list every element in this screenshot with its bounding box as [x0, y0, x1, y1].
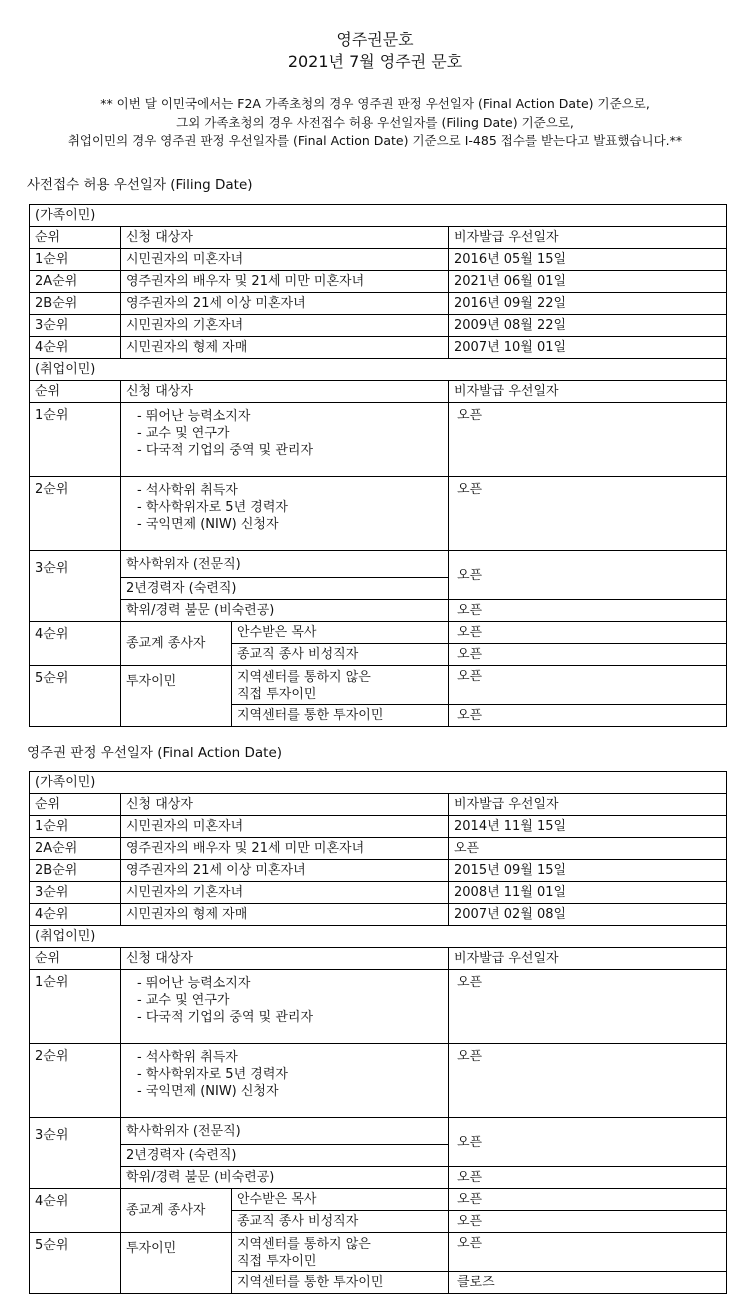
section-heading-filing-date: 사전접수 허용 우선일자 (Filing Date)	[27, 177, 253, 193]
table-row	[30, 1118, 727, 1145]
table-row	[30, 551, 727, 578]
list-item: - 국익면제 (NIW) 신청자	[137, 1084, 279, 1099]
date-cell: 오픈	[449, 403, 727, 477]
date-cell: 오픈	[449, 1189, 727, 1211]
list-item: - 국익면제 (NIW) 신청자	[137, 517, 279, 532]
group-cell: 종교계 종사자	[121, 622, 232, 666]
table-row	[30, 904, 727, 926]
applicant-cell: 시민권자의 미혼자녀	[121, 816, 449, 838]
table-row	[30, 860, 727, 882]
table-row	[30, 600, 727, 622]
employment-header-row	[30, 381, 727, 403]
table-row	[30, 403, 727, 477]
col-header-rank: 순위	[30, 948, 121, 970]
page-title: 영주권문호	[336, 30, 414, 49]
rank-cell: 2A순위	[30, 271, 121, 293]
applicant-cell	[232, 666, 449, 705]
col-header-rank: 순위	[30, 794, 121, 816]
date-cell: 오픈	[449, 477, 727, 551]
applicant-cell: 학사학위자 (전문직)	[121, 1118, 449, 1145]
list-item: - 뛰어난 능력소지자	[137, 409, 251, 424]
family-header-row	[30, 227, 727, 249]
date-cell: 2007년 10월 01일	[449, 337, 727, 359]
section-heading-final-action-date: 영주권 판정 우선일자 (Final Action Date)	[27, 745, 283, 761]
table-row	[30, 1189, 727, 1211]
date-cell: 오픈	[449, 622, 727, 644]
family-group-row	[30, 772, 727, 794]
col-header-applicant: 신청 대상자	[121, 381, 449, 403]
rank-cell: 4순위	[30, 904, 121, 926]
table-row	[30, 1233, 727, 1272]
rank-cell: 1순위	[30, 249, 121, 271]
family-group-label: (가족이민)	[30, 205, 727, 227]
family-group-row	[30, 205, 727, 227]
col-header-applicant: 신청 대상자	[121, 227, 449, 249]
list-item: - 다국적 기업의 중역 및 관리자	[137, 1010, 314, 1025]
filing-date-table	[29, 204, 727, 727]
applicant-cell: 학위/경력 불문 (비숙련공)	[121, 1167, 449, 1189]
table-row	[30, 271, 727, 293]
family-group-label: (가족이민)	[30, 772, 727, 794]
rank-cell: 4순위	[30, 337, 121, 359]
rank-cell: 3순위	[30, 882, 121, 904]
date-cell: 2021년 06월 01일	[449, 271, 727, 293]
applicant-cell: 영주권자의 배우자 및 21세 미만 미혼자녀	[121, 271, 449, 293]
list-item: - 석사학위 취득자	[137, 1050, 238, 1065]
applicant-list-cell	[121, 403, 449, 477]
col-header-rank: 순위	[30, 381, 121, 403]
applicant-line: 직접 투자이민	[237, 1254, 317, 1269]
rank-cell: 5순위	[30, 1233, 121, 1294]
date-cell: 오픈	[449, 1044, 727, 1118]
date-cell: 오픈	[449, 600, 727, 622]
date-cell: 2009년 08월 22일	[449, 315, 727, 337]
applicant-list-cell	[121, 477, 449, 551]
date-cell: 오픈	[449, 838, 727, 860]
rank-cell: 1순위	[30, 970, 121, 1044]
table-row	[30, 970, 727, 1044]
date-cell: 오픈	[449, 1167, 727, 1189]
rank-cell: 2순위	[30, 477, 121, 551]
group-cell: 투자이민	[121, 666, 232, 727]
applicant-cell: 안수받은 목사	[232, 622, 449, 644]
date-cell: 오픈	[449, 705, 727, 727]
table-row	[30, 882, 727, 904]
table-row	[30, 337, 727, 359]
table-row	[30, 477, 727, 551]
table-row	[30, 1167, 727, 1189]
col-header-date: 비자발급 우선일자	[449, 794, 727, 816]
applicant-cell: 안수받은 목사	[232, 1189, 449, 1211]
employment-group-row	[30, 359, 727, 381]
applicant-list-cell	[121, 1044, 449, 1118]
applicant-line: 지역센터를 통하지 않은	[237, 670, 371, 685]
rank-cell: 1순위	[30, 403, 121, 477]
applicant-cell: 종교직 종사 비성직자	[232, 1211, 449, 1233]
table-row	[30, 622, 727, 644]
rank-cell: 3순위	[30, 1118, 121, 1189]
date-cell: 오픈	[449, 1118, 727, 1167]
col-header-date: 비자발급 우선일자	[449, 948, 727, 970]
group-cell: 종교계 종사자	[121, 1189, 232, 1233]
col-header-applicant: 신청 대상자	[121, 794, 449, 816]
table-row	[30, 816, 727, 838]
applicant-cell: 시민권자의 형제 자매	[121, 337, 449, 359]
employment-header-row	[30, 948, 727, 970]
employment-group-label: (취업이민)	[30, 359, 727, 381]
date-cell: 2014년 11월 15일	[449, 816, 727, 838]
applicant-cell: 시민권자의 기혼자녀	[121, 882, 449, 904]
date-cell: 클로즈	[449, 1272, 727, 1294]
list-item: - 학사학위자로 5년 경력자	[137, 500, 288, 515]
col-header-rank: 순위	[30, 227, 121, 249]
table-row	[30, 249, 727, 271]
list-item: - 교수 및 연구가	[137, 993, 230, 1008]
date-cell: 오픈	[449, 644, 727, 666]
rank-cell: 2순위	[30, 1044, 121, 1118]
applicant-cell: 영주권자의 21세 이상 미혼자녀	[121, 860, 449, 882]
rank-cell: 3순위	[30, 315, 121, 337]
applicant-cell: 영주권자의 21세 이상 미혼자녀	[121, 293, 449, 315]
table-row	[30, 293, 727, 315]
rank-cell: 2B순위	[30, 293, 121, 315]
date-cell: 2016년 05월 15일	[449, 249, 727, 271]
date-cell: 2016년 09월 22일	[449, 293, 727, 315]
list-item: - 학사학위자로 5년 경력자	[137, 1067, 288, 1082]
rank-cell: 4순위	[30, 1189, 121, 1233]
applicant-line: 지역센터를 통하지 않은	[237, 1237, 371, 1252]
applicant-cell: 학사학위자 (전문직)	[121, 551, 449, 578]
col-header-date: 비자발급 우선일자	[449, 227, 727, 249]
table-row	[30, 1044, 727, 1118]
rank-cell: 5순위	[30, 666, 121, 727]
applicant-cell: 시민권자의 형제 자매	[121, 904, 449, 926]
date-cell: 오픈	[449, 1211, 727, 1233]
employment-group-row	[30, 926, 727, 948]
table-row	[30, 315, 727, 337]
list-item: - 다국적 기업의 중역 및 관리자	[137, 443, 314, 458]
applicant-cell: 2년경력자 (숙련직)	[121, 1145, 449, 1167]
col-header-date: 비자발급 우선일자	[449, 381, 727, 403]
applicant-cell: 지역센터를 통한 투자이민	[232, 705, 449, 727]
notice-line-1: ** 이번 달 이민국에서는 F2A 가족초청의 경우 영주권 판정 우선일자 (Final Action Date) 기준으로,	[100, 96, 650, 111]
list-item: - 교수 및 연구가	[137, 426, 230, 441]
applicant-cell: 학위/경력 불문 (비숙련공)	[121, 600, 449, 622]
applicant-cell	[232, 1233, 449, 1272]
rank-cell: 3순위	[30, 551, 121, 622]
employment-group-label: (취업이민)	[30, 926, 727, 948]
group-cell: 투자이민	[121, 1233, 232, 1294]
rank-cell: 2B순위	[30, 860, 121, 882]
date-cell: 오픈	[449, 970, 727, 1044]
applicant-cell: 영주권자의 배우자 및 21세 미만 미혼자녀	[121, 838, 449, 860]
notice-line-2: 그외 가족초청의 경우 사전접수 허용 우선일자를 (Filing Date) 기준으로,	[176, 115, 574, 130]
applicant-cell: 지역센터를 통한 투자이민	[232, 1272, 449, 1294]
final-action-date-table	[29, 771, 727, 1294]
notice-line-3: 취업이민의 경우 영주권 판정 우선일자를 (Final Action Date) 기준으로 I-485 접수를 받는다고 발표했습니다.**	[67, 133, 683, 148]
rank-cell: 1순위	[30, 816, 121, 838]
rank-cell: 4순위	[30, 622, 121, 666]
table-row	[30, 838, 727, 860]
col-header-applicant: 신청 대상자	[121, 948, 449, 970]
family-header-row	[30, 794, 727, 816]
list-item: - 뛰어난 능력소지자	[137, 976, 251, 991]
date-cell: 2007년 02월 08일	[449, 904, 727, 926]
applicant-cell: 시민권자의 기혼자녀	[121, 315, 449, 337]
applicant-cell: 시민권자의 미혼자녀	[121, 249, 449, 271]
applicant-line: 직접 투자이민	[237, 687, 317, 702]
page-subtitle: 2021년 7월 영주권 문호	[287, 52, 463, 71]
rank-cell: 2A순위	[30, 838, 121, 860]
applicant-cell: 종교직 종사 비성직자	[232, 644, 449, 666]
date-cell: 2015년 09월 15일	[449, 860, 727, 882]
list-item: - 석사학위 취득자	[137, 483, 238, 498]
applicant-cell: 2년경력자 (숙련직)	[121, 578, 449, 600]
date-cell: 오픈	[449, 551, 727, 600]
date-cell: 오픈	[449, 1233, 727, 1272]
date-cell: 오픈	[449, 666, 727, 705]
table-row	[30, 666, 727, 705]
date-cell: 2008년 11월 01일	[449, 882, 727, 904]
applicant-list-cell	[121, 970, 449, 1044]
